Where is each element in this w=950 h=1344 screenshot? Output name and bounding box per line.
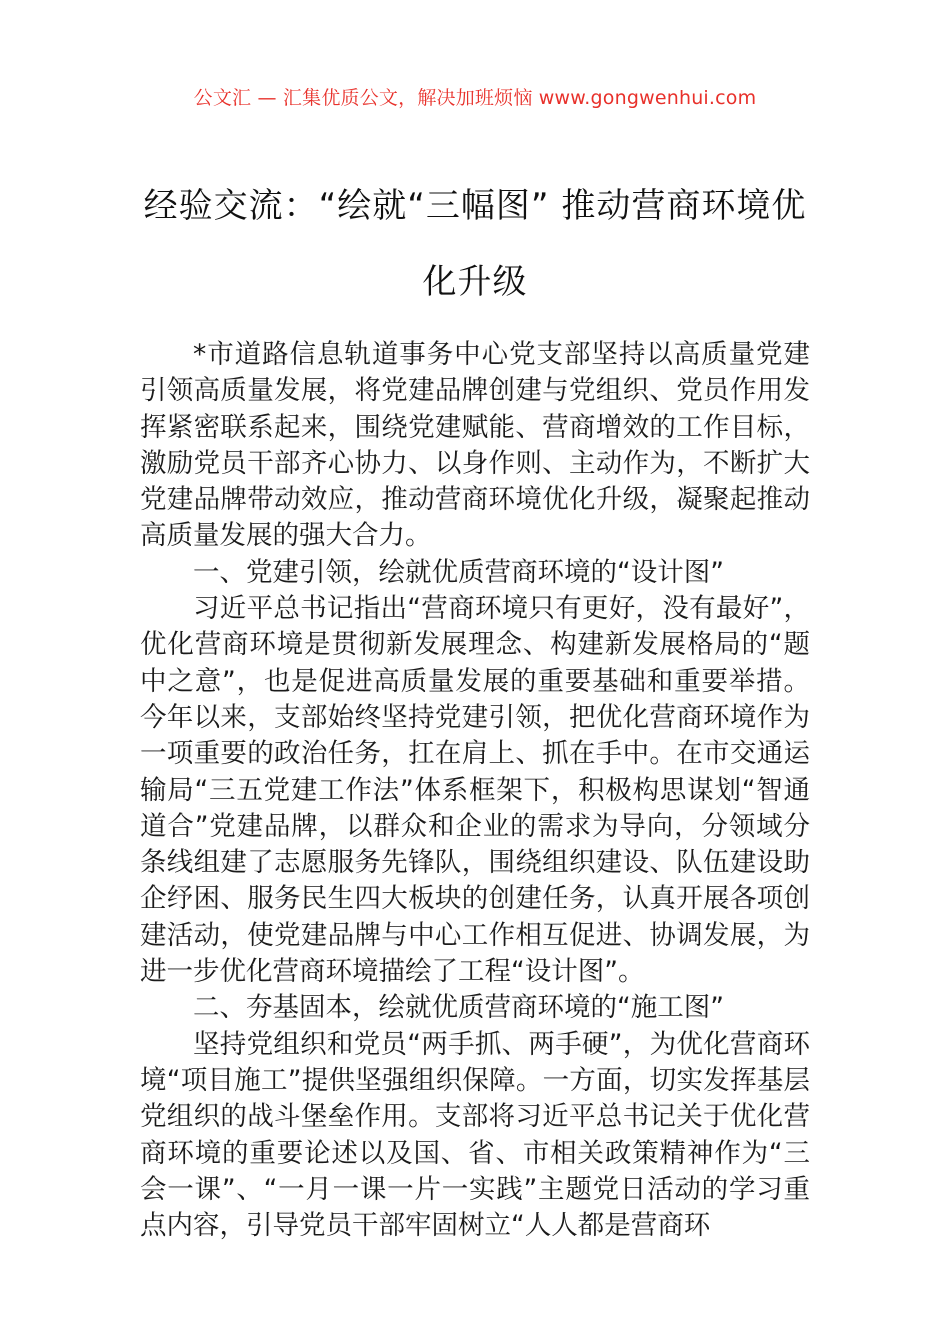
site-header-banner[interactable]: 公文汇 — 汇集优质公文，解决加班烦恼 www.gongwenhui.com xyxy=(193,87,757,109)
section-heading-1: 一、党建引领，绘就优质营商环境的“设计图” xyxy=(193,556,724,588)
section-heading-2: 二、夯基固本，绘就优质营商环境的“施工图” xyxy=(193,992,724,1024)
document-title: 经验交流：“绘就“三幅图” 推动营商环境优化升级 xyxy=(143,186,807,302)
document-body xyxy=(140,337,810,1244)
paragraph-section-1: 习近平总书记指出“营商环境只有更好，没有最好”，优化营商环境是贯彻新发展理念、构建新发展格局的“题中之意”，也是促进高质量发展的重要基础和重要举措。今年以来，支部始终坚持党建引领，把优化营商环境作为一项重要的政治任务，扛在肩上、抓在手中。在市交通运输局“三五党建工作法”体系框架下，积极构思谋划“智通道合”党建品牌，以群众和企业的需求为导向，分领域分条线组建了志愿服务先锋队，围绕组织建设、队伍建设助企纾困、服务民生四大板块的创建任务，认真开展各项创建活动，使党建品牌与中心工作相互促进、协调发展，为进一步优化营商环境描绘了工程“设计图”。 xyxy=(140,593,810,988)
paragraph-section-2: 坚持党组织和党员“两手抓、两手硬”，为优化营商环境“项目施工”提供坚强组织保障。一方面，切实发挥基层党组织的战斗堡垒作用。支部将习近平总书记关于优化营商环境的重要论述以及国、省、市相关政策精神作为“三会一课”、“一月一课一片一实践”主题党日活动的学习重点内容，引导党员干部牢固树立“人人都是营商环 xyxy=(140,1028,810,1242)
paragraph-intro: *市道路信息轨道事务中心党支部坚持以高质量党建引领高质量发展，将党建品牌创建与党组织、党员作用发挥紧密联系起来，围绕党建赋能、营商增效的工作目标，激励党员干部齐心协力、以身作则、主动作为，不断扩大党建品牌带动效应，推动营商环境优化升级，凝聚起推动高质量发展的强大合力。 xyxy=(140,339,810,552)
